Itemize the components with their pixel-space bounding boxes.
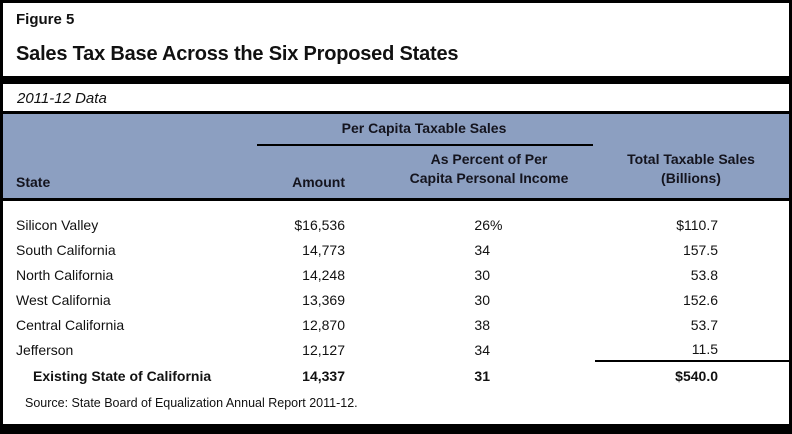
source-note: Source: State Board of Equalization Annual Report 2011-12. xyxy=(25,396,358,410)
column-header-total-line2: (Billions) xyxy=(661,170,721,186)
amount-cell: 14,248 xyxy=(302,266,345,283)
state-cell: South California xyxy=(16,241,116,258)
total-cell: 53.8 xyxy=(690,266,718,283)
group-header-per-capita-taxable-sales: Per Capita Taxable Sales xyxy=(341,120,507,136)
total-cell: 11.5 xyxy=(595,337,789,362)
figure-title: Sales Tax Base Across the Six Proposed States xyxy=(16,43,459,65)
percent-cell: 34 xyxy=(474,341,490,358)
state-cell: Existing State of California xyxy=(33,368,212,384)
column-header-percent-line1: As Percent of Per xyxy=(430,151,548,167)
percent-cell: 30 xyxy=(474,291,490,308)
column-header-percent-line2: Capita Personal Income xyxy=(409,170,569,186)
amount-cell: 12,127 xyxy=(302,341,345,358)
amount-cell: 13,369 xyxy=(302,291,345,308)
amount-cell: $16,536 xyxy=(294,216,345,233)
state-cell: Silicon Valley xyxy=(16,216,99,233)
table-row xyxy=(3,287,789,312)
figure-subtitle: 2011-12 Data xyxy=(17,90,107,107)
table-row xyxy=(3,262,789,287)
state-cell: West California xyxy=(16,291,111,308)
title-divider-bar xyxy=(3,76,789,84)
percent-cell: 30 xyxy=(474,266,490,283)
total-cell: 157.5 xyxy=(682,241,718,258)
state-cell: Central California xyxy=(16,316,125,333)
percent-cell: 31 xyxy=(474,368,490,384)
group-header-underline xyxy=(257,144,593,146)
percent-cell: 34 xyxy=(474,241,490,258)
figure-number: Figure 5 xyxy=(16,11,75,28)
column-header-amount: Amount xyxy=(292,174,345,190)
table-row xyxy=(3,212,789,237)
column-header-state: State xyxy=(16,174,51,190)
column-header-percent xyxy=(369,150,609,188)
total-cell: $540.0 xyxy=(675,368,718,384)
table-row xyxy=(3,337,789,362)
state-cell: North California xyxy=(16,266,114,283)
amount-cell: 14,337 xyxy=(302,368,345,384)
percent-cell: 26% xyxy=(355,217,595,233)
amount-cell: 14,773 xyxy=(302,241,345,258)
column-header-band xyxy=(3,114,789,201)
total-cell: 152.6 xyxy=(682,291,718,308)
summary-row-existing-california xyxy=(3,362,789,390)
percent-sign: % xyxy=(490,216,503,233)
table-row xyxy=(3,312,789,337)
table-row xyxy=(3,237,789,262)
amount-cell: 12,870 xyxy=(302,316,345,333)
percent-cell: 38 xyxy=(474,316,490,333)
total-cell: $110.7 xyxy=(676,216,718,233)
table-body xyxy=(3,201,789,390)
total-cell: 53.7 xyxy=(690,316,718,333)
column-header-total-line1: Total Taxable Sales xyxy=(627,151,755,167)
state-cell: Jefferson xyxy=(16,341,74,358)
bottom-border-bar xyxy=(3,424,789,431)
column-header-total xyxy=(595,150,787,188)
